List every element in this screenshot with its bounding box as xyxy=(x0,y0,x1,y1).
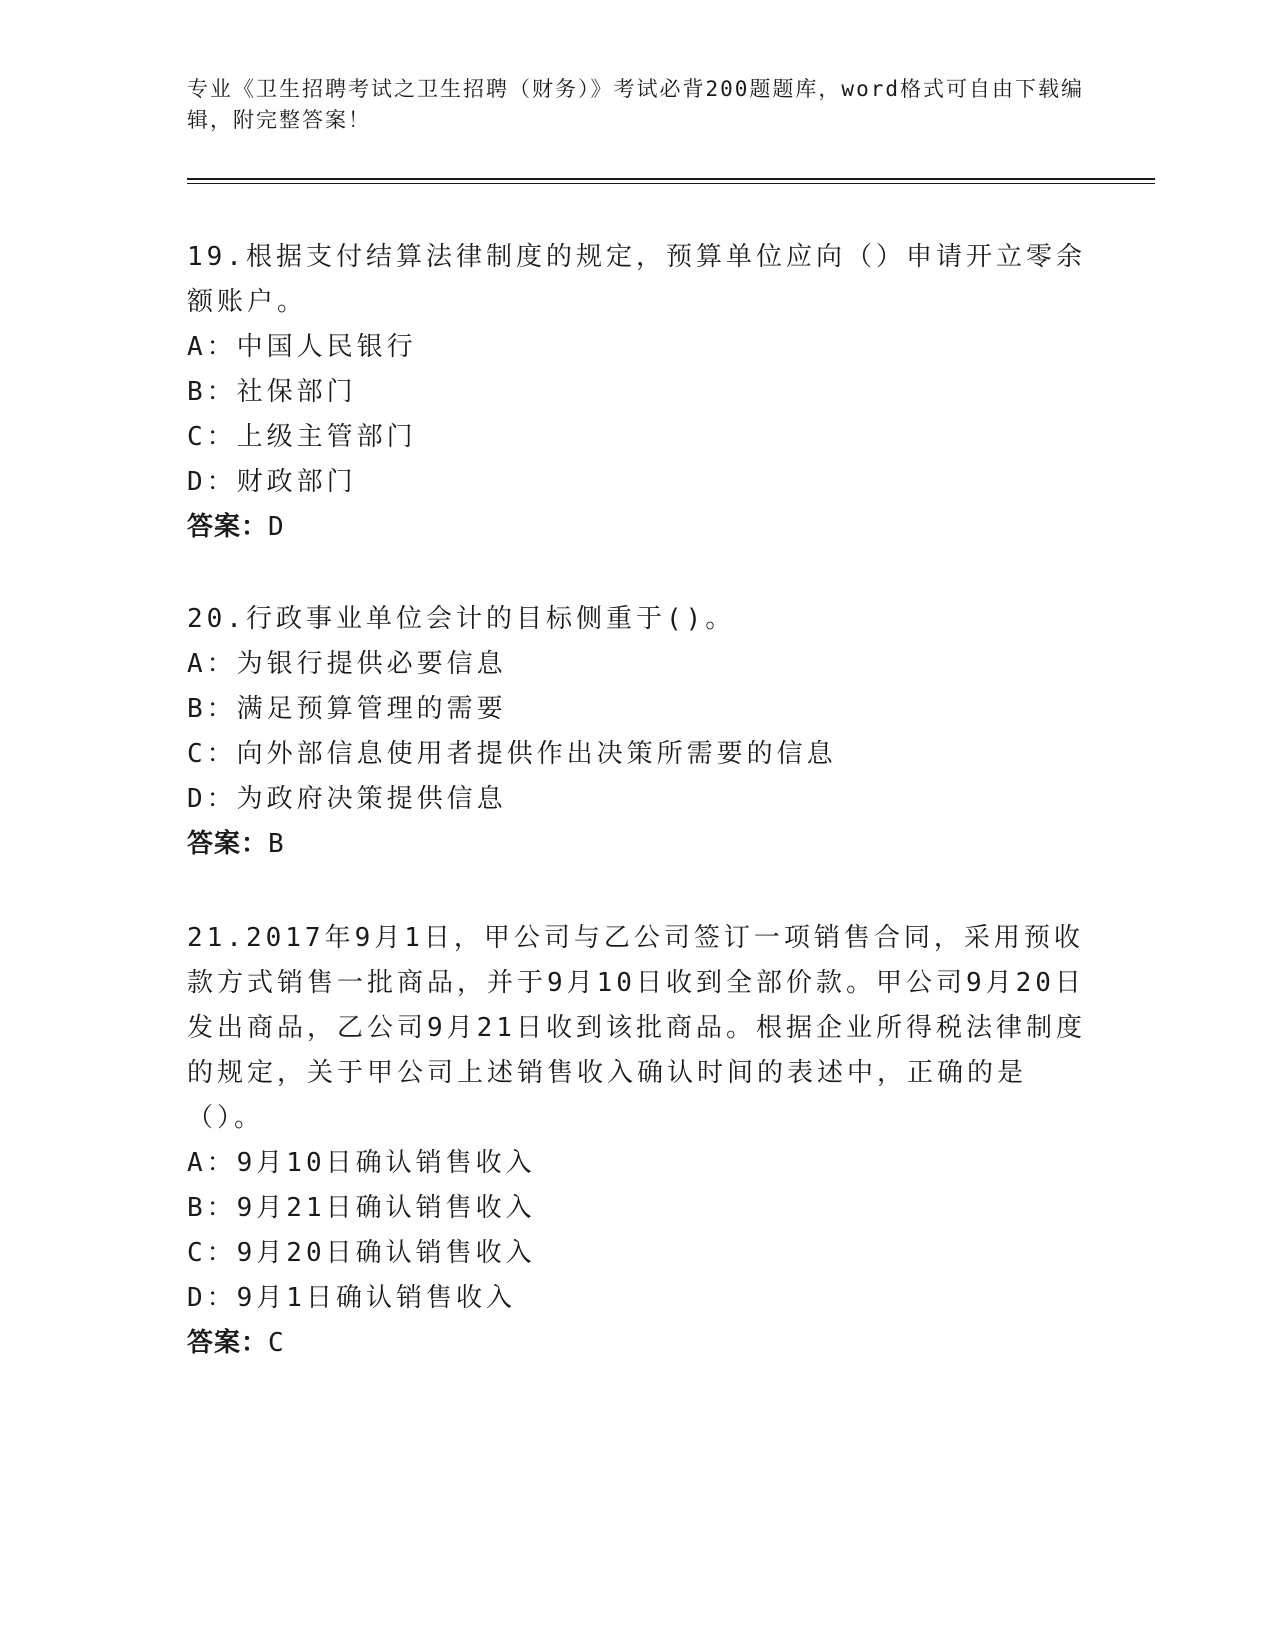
question-stem: 21.2017年9月1日，甲公司与乙公司签订一项销售合同，采用预收款方式销售一批商品，并于9月10日收到全部价款。甲公司9月20日发出商品，乙公司9月21日收到该批商品。根据企业所得税法律制度的规定，关于甲公司上述销售收入确认时间的表述中，正确的是（）。 xyxy=(187,923,1086,1133)
answer-line xyxy=(187,1321,1087,1366)
question-20 xyxy=(187,597,1087,867)
answer-value: B xyxy=(268,829,285,859)
option-a: A：为银行提供必要信息 xyxy=(187,649,507,679)
option-b: B：9月21日确认销售收入 xyxy=(187,1193,536,1223)
answer-label: 答案： xyxy=(187,1328,269,1358)
document-header: 专业《卫生招聘考试之卫生招聘（财务）》考试必背200题题库，word格式可自由下载编辑，附完整答案！ xyxy=(187,77,1084,132)
question-19 xyxy=(187,235,1087,550)
answer-label: 答案： xyxy=(187,512,269,542)
option-d: D：9月1日确认销售收入 xyxy=(187,1283,516,1313)
option-b: B：满足预算管理的需要 xyxy=(187,694,507,724)
answer-value: C xyxy=(268,1328,285,1358)
answer-value: D xyxy=(268,512,285,542)
option-d: D：为政府决策提供信息 xyxy=(187,784,507,814)
option-c: C：上级主管部门 xyxy=(187,422,417,452)
header-divider xyxy=(187,178,1155,180)
question-stem: 20.行政事业单位会计的目标侧重于()。 xyxy=(187,604,736,634)
option-b: B：社保部门 xyxy=(187,377,357,407)
answer-label: 答案： xyxy=(187,829,269,859)
option-c: C：9月20日确认销售收入 xyxy=(187,1238,536,1268)
question-21 xyxy=(187,916,1087,1366)
option-d: D：财政部门 xyxy=(187,467,357,497)
answer-line xyxy=(187,822,1087,867)
option-a: A：9月10日确认销售收入 xyxy=(187,1148,536,1178)
option-a: A：中国人民银行 xyxy=(187,332,417,362)
answer-line xyxy=(187,505,1087,550)
question-stem: 19.根据支付结算法律制度的规定，预算单位应向（）申请开立零余额账户。 xyxy=(187,242,1086,317)
header-divider-secondary xyxy=(187,183,1155,184)
option-c: C：向外部信息使用者提供作出决策所需要的信息 xyxy=(187,739,837,769)
